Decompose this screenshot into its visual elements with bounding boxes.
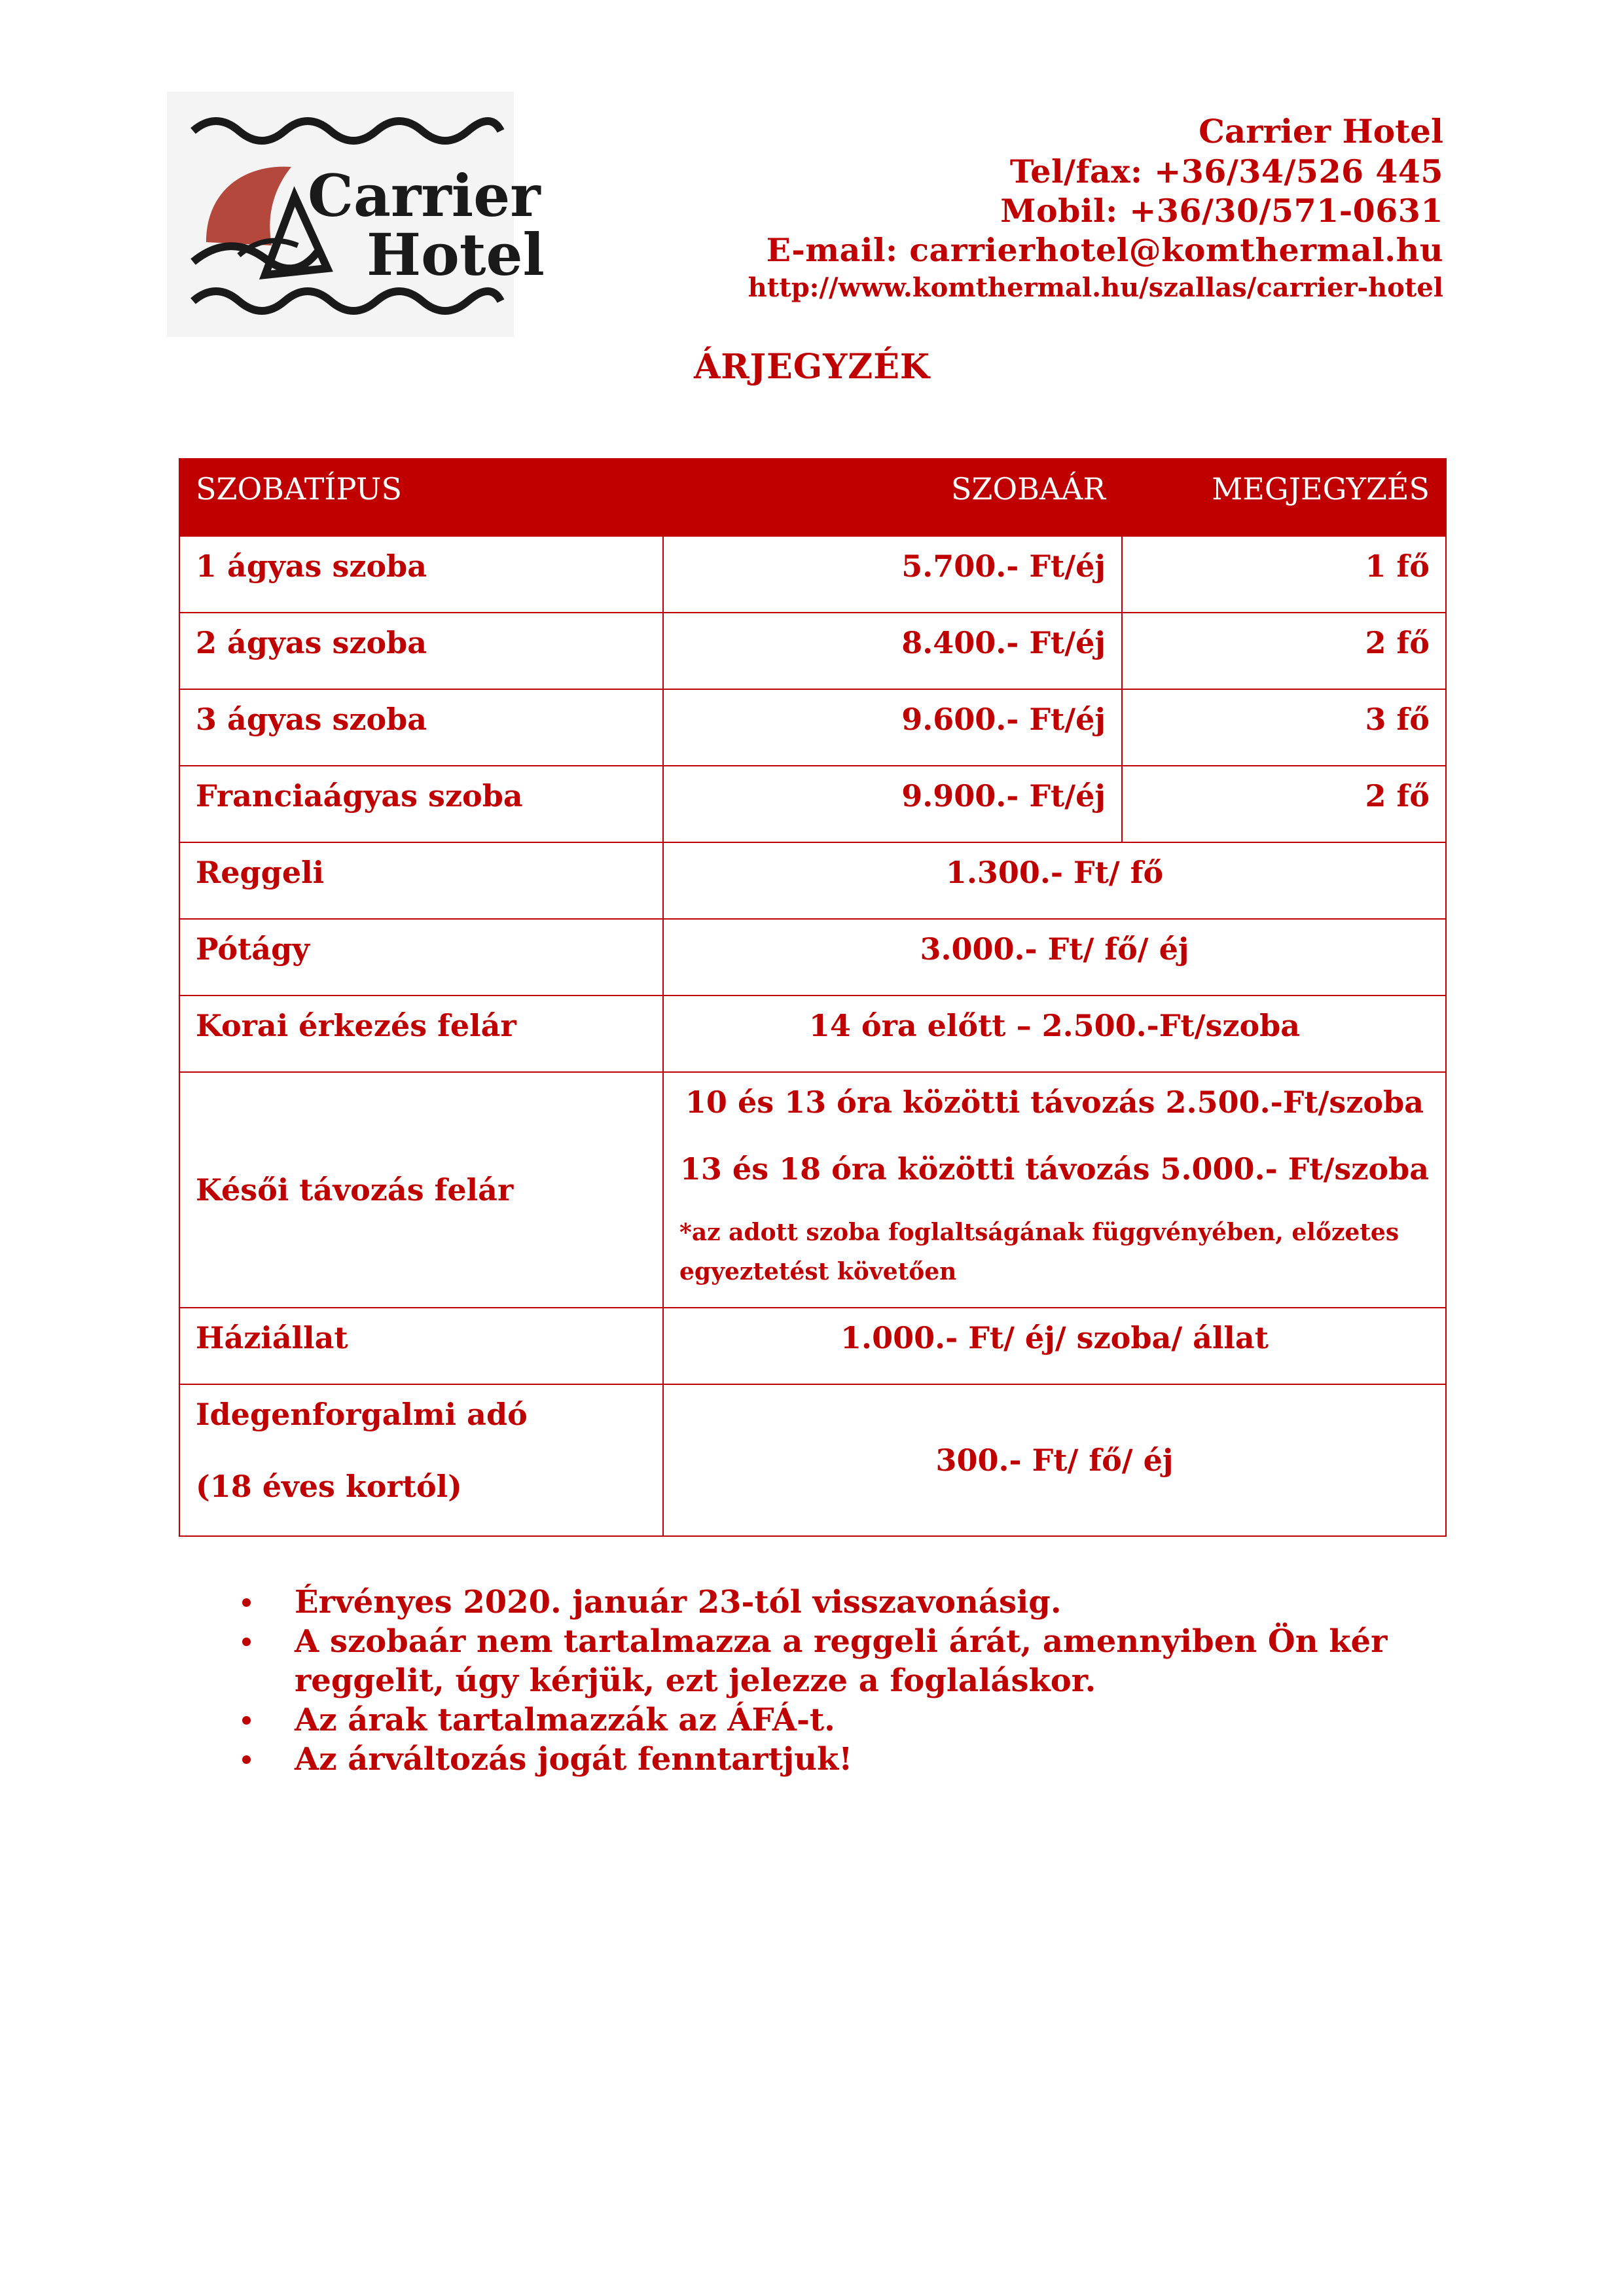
note-text: A szobaár nem tartalmazza a reggeli árát, amennyiben Ön kér reggelit, úgy kérjük, ezt jelezze a foglaláskor. <box>295 1623 1388 1699</box>
list-item <box>242 1622 1407 1700</box>
room-price: 9.600.- Ft/éj <box>663 689 1122 766</box>
table-header-row <box>179 459 1446 536</box>
list-item <box>242 1700 1407 1740</box>
logo-text-hotel: Hotel <box>367 221 545 289</box>
pet-label: Háziállat <box>179 1308 663 1384</box>
bullet-icon <box>242 1755 251 1764</box>
table-row <box>179 689 1446 766</box>
bullet-icon <box>242 1716 251 1725</box>
tel-fax: Tel/fax: +36/34/526 445 <box>1009 152 1443 190</box>
logo-text-carrier: Carrier <box>308 162 541 230</box>
room-price: 8.400.- Ft/éj <box>663 613 1122 689</box>
tourist-tax-age: (18 éves kortól) <box>196 1469 462 1504</box>
tourist-tax-price: 300.- Ft/ fő/ éj <box>663 1384 1446 1536</box>
table-row <box>179 1384 1446 1536</box>
room-note: 2 fő <box>1122 613 1446 689</box>
late-departure-line-1: 10 és 13 óra közötti távozás 2.500.-Ft/szoba <box>685 1085 1424 1120</box>
extra-bed-price: 3.000.- Ft/ fő/ éj <box>663 919 1446 996</box>
header-room-type: SZOBATÍPUS <box>179 459 663 536</box>
list-item <box>242 1583 1407 1622</box>
room-note: 1 fő <box>1122 536 1446 613</box>
room-name: 2 ágyas szoba <box>179 613 663 689</box>
notes-list <box>242 1583 1407 1779</box>
contact-block <box>748 111 1443 306</box>
hotel-name: Carrier Hotel <box>1199 112 1443 151</box>
room-price: 9.900.- Ft/éj <box>663 766 1122 842</box>
list-item <box>242 1740 1407 1779</box>
bullet-icon <box>242 1638 251 1646</box>
breakfast-price: 1.300.- Ft/ fő <box>663 842 1446 919</box>
page-title: ÁRJEGYZÉK <box>693 347 931 387</box>
late-departure-cell <box>663 1072 1446 1308</box>
early-arrival-price: 14 óra előtt – 2.500.-Ft/szoba <box>663 996 1446 1072</box>
price-table <box>179 458 1447 1537</box>
hotel-logo <box>167 92 545 337</box>
website-url[interactable]: http://www.komthermal.hu/szallas/carrier-hotel <box>748 272 1443 303</box>
breakfast-label: Reggeli <box>179 842 663 919</box>
note-text: Az árváltozás jogát fenntartjuk! <box>295 1741 853 1778</box>
late-departure-footnote: *az adott szoba foglaltságának függvényében, előzetes egyeztetést követően <box>679 1219 1399 1285</box>
email-address[interactable]: E-mail: carrierhotel@komthermal.hu <box>766 231 1443 269</box>
room-name: 1 ágyas szoba <box>179 536 663 613</box>
room-name: Franciaágyas szoba <box>179 766 663 842</box>
mobile-number: Mobil: +36/30/571-0631 <box>1000 192 1443 230</box>
table-row <box>179 842 1446 919</box>
note-text: Érvényes 2020. január 23-tól visszavonásig. <box>295 1584 1062 1621</box>
table-row <box>179 1072 1446 1308</box>
note-text: Az árak tartalmazzák az ÁFÁ-t. <box>295 1702 835 1738</box>
early-arrival-label: Korai érkezés felár <box>179 996 663 1072</box>
bullet-icon <box>242 1598 251 1607</box>
table-row <box>179 919 1446 996</box>
late-departure-label: Késői távozás felár <box>179 1072 663 1308</box>
late-departure-line-2: 13 és 18 óra közötti távozás 5.000.- Ft/szoba <box>679 1151 1430 1187</box>
table-row <box>179 766 1446 842</box>
tourist-tax-label: Idegenforgalmi adó <box>196 1397 528 1432</box>
header-room-price: SZOBAÁR <box>663 459 1122 536</box>
extra-bed-label: Pótágy <box>179 919 663 996</box>
room-price: 5.700.- Ft/éj <box>663 536 1122 613</box>
room-note: 3 fő <box>1122 689 1446 766</box>
header-note: MEGJEGYZÉS <box>1122 459 1446 536</box>
table-row <box>179 536 1446 613</box>
pet-price: 1.000.- Ft/ éj/ szoba/ állat <box>663 1308 1446 1384</box>
room-name: 3 ágyas szoba <box>179 689 663 766</box>
table-row <box>179 1308 1446 1384</box>
table-row <box>179 613 1446 689</box>
room-note: 2 fő <box>1122 766 1446 842</box>
table-row <box>179 996 1446 1072</box>
tourist-tax-cell <box>179 1384 663 1536</box>
